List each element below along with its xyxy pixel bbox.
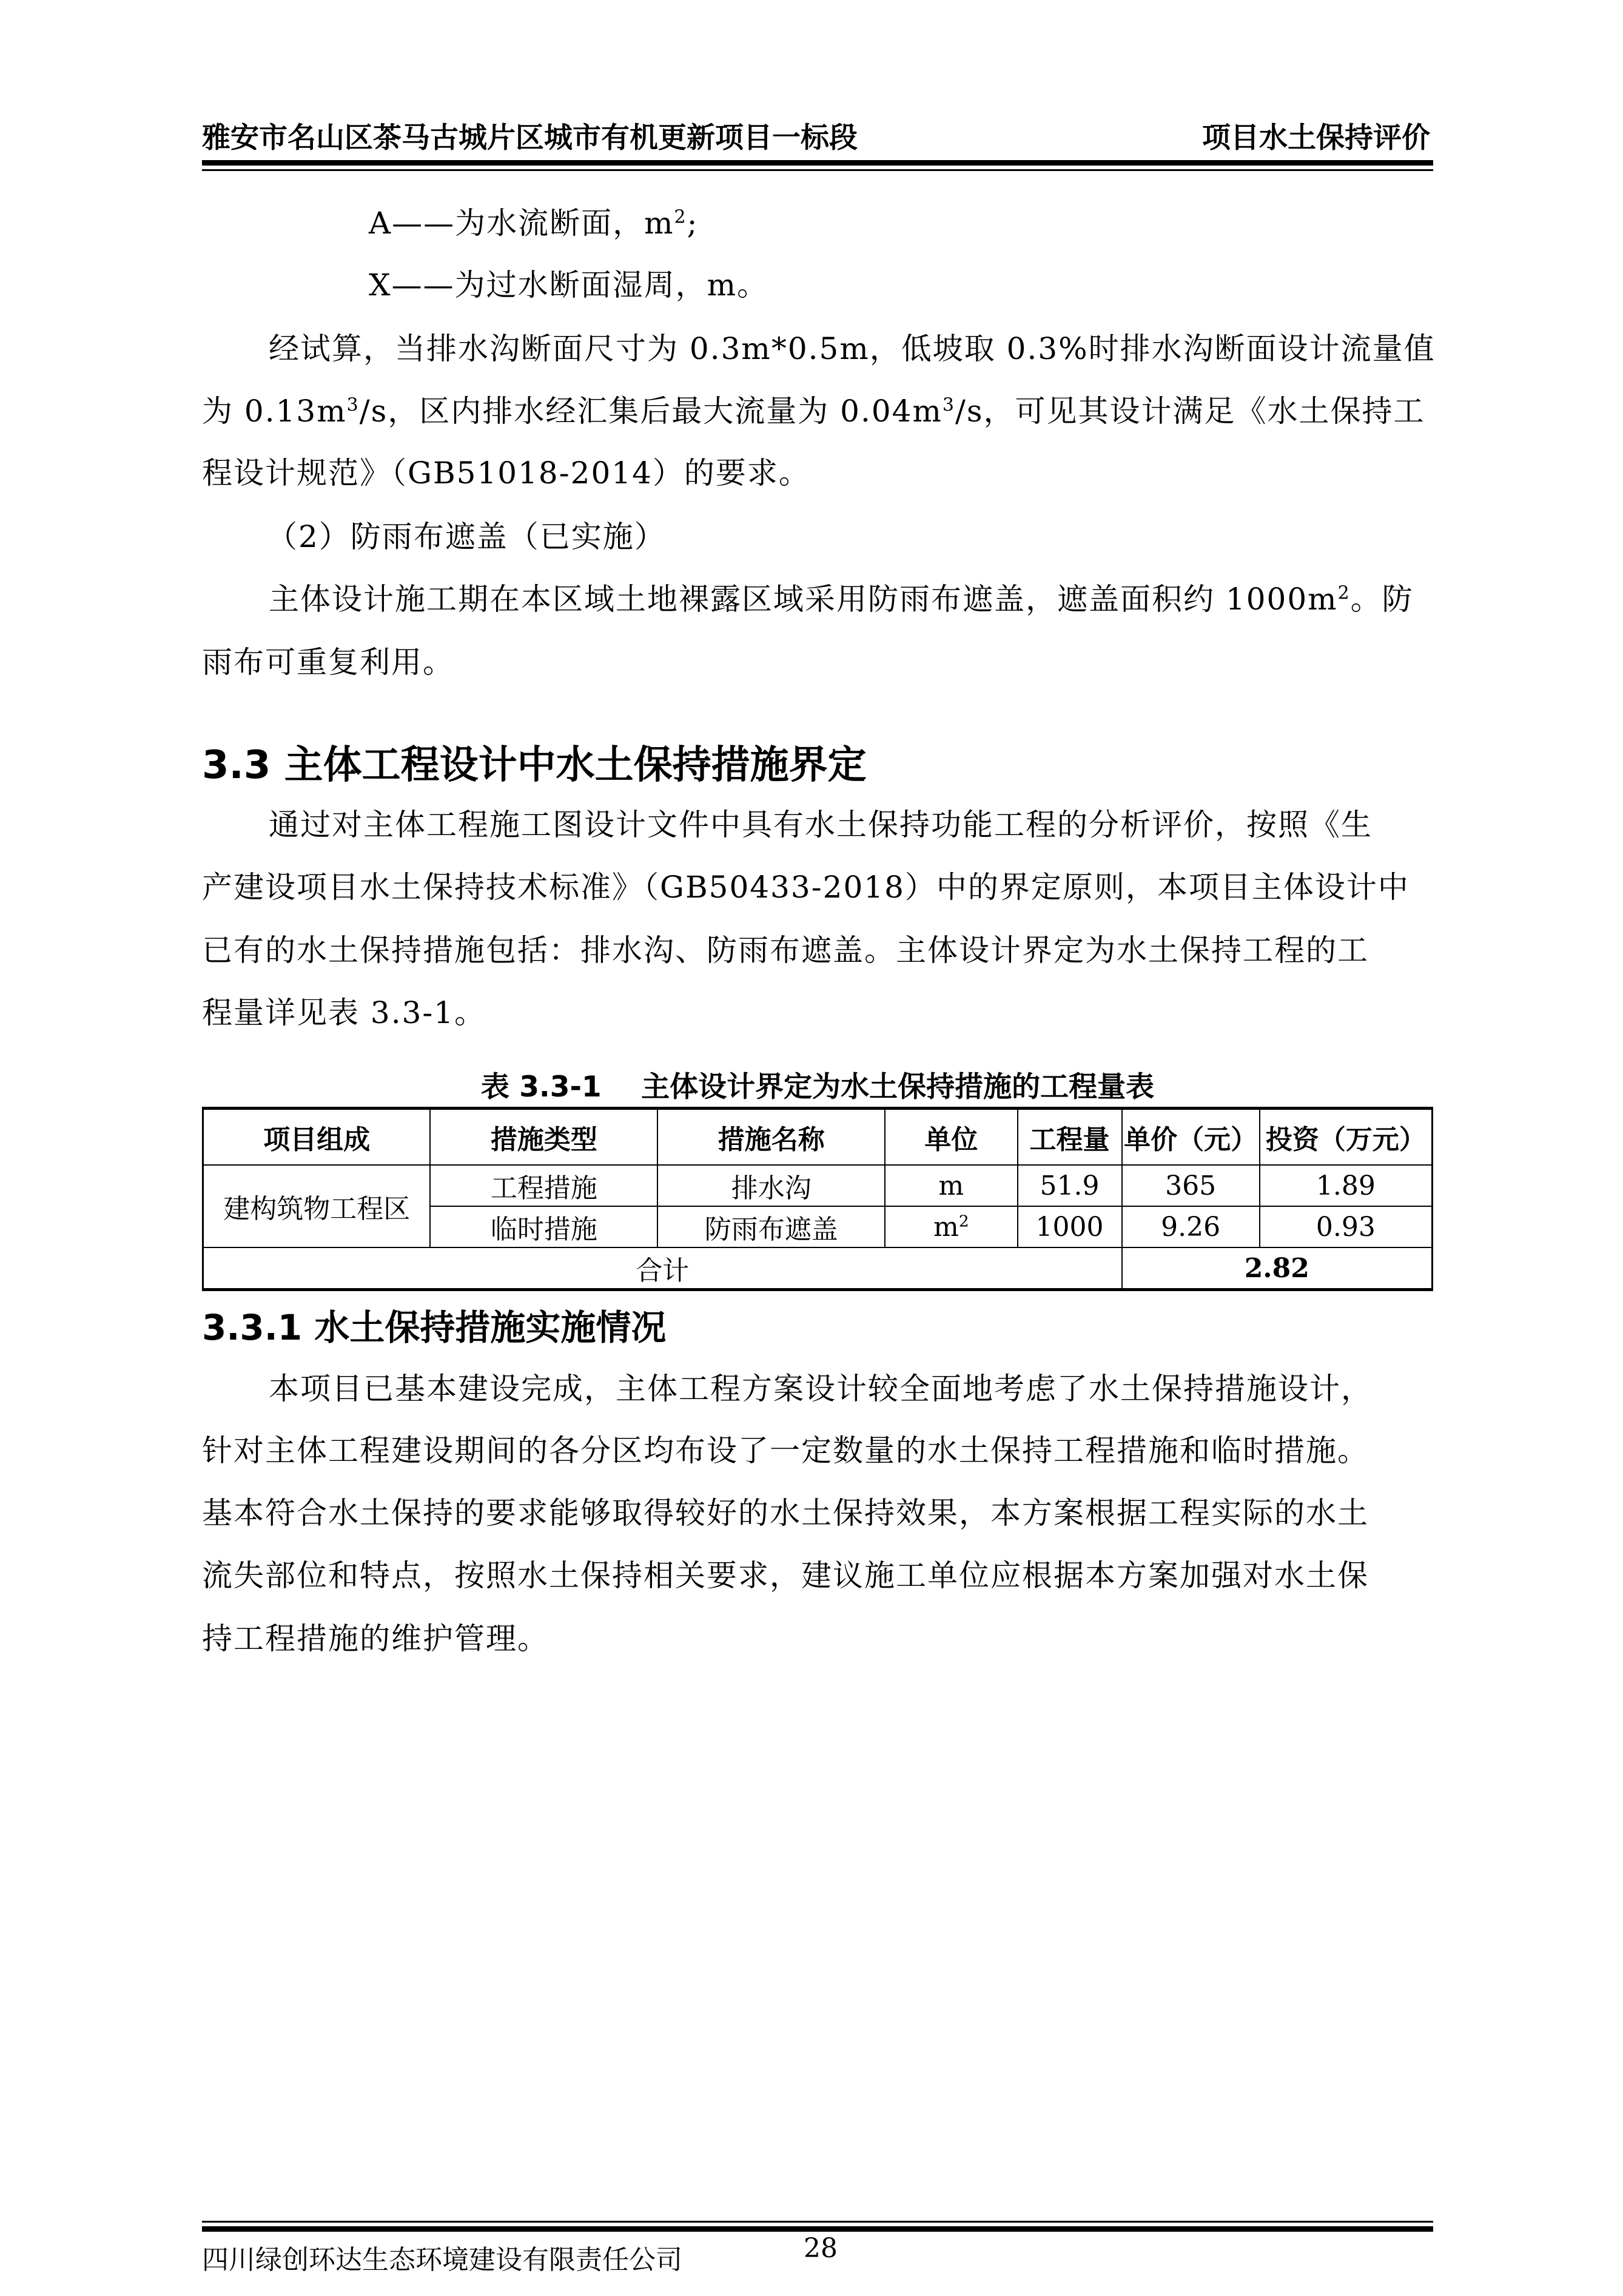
paragraph-line: 经试算，当排水沟断面尺寸为 0.3m*0.5m，低坡取 0.3%时排水沟断面设计流量值: [269, 331, 1436, 366]
paragraph-line: 产建设项目水土保持技术标准》（GB50433-2018）中的界定原则，本项目主体设计中: [202, 870, 1410, 905]
paragraph-line: 程量详见表 3.3-1。: [202, 995, 486, 1030]
paragraph-line: 通过对主体工程施工图设计文件中具有水土保持功能工程的分析评价，按照《生: [269, 807, 1373, 842]
cell: 1.89: [1260, 1165, 1433, 1206]
col-header: 投资（万元）: [1260, 1109, 1433, 1166]
cell: $m^2$: [885, 1206, 1017, 1247]
header-section: 项目水土保持评价: [1202, 121, 1430, 155]
cell: 0.93: [1260, 1206, 1433, 1247]
paragraph-line: 主体设计施工期在本区域土地裸露区域采用防雨布遮盖，遮盖面积约 $1000m^2$。防: [269, 582, 1414, 617]
total-label: 合计: [203, 1247, 1122, 1290]
paragraph-line: 持工程措施的维护管理。: [202, 1621, 549, 1656]
paragraph-line: 程设计规范》（GB51018-2014）的要求。: [202, 455, 810, 491]
paragraph-line: 基本符合水土保持的要求能够取得较好的水土保持效果，本方案根据工程实际的水土: [202, 1495, 1369, 1531]
header-rule-thick: [202, 160, 1433, 166]
cell: m: [885, 1165, 1017, 1206]
cell: 工程措施: [430, 1165, 657, 1206]
section-heading-3-3: 3.3 主体工程设计中水土保持措施界定: [202, 743, 867, 788]
table-total-row: [203, 1247, 1433, 1290]
paragraph-line: 已有的水土保持措施包括：排水沟、防雨布遮盖。主体设计界定为水土保持工程的工: [202, 933, 1369, 968]
col-header: 工程量: [1018, 1109, 1122, 1166]
header-rule-thin: [202, 169, 1433, 171]
group-cell: 建构筑物工程区: [203, 1165, 431, 1247]
paragraph-line: 雨布可重复利用。: [202, 645, 454, 680]
cell: 1000: [1018, 1206, 1122, 1247]
header-title: 雅安市名山区茶马古城片区城市有机更新项目一标段: [202, 121, 858, 155]
paragraph-line: 本项目已基本建设完成，主体工程方案设计较全面地考虑了水土保持措施设计，: [269, 1371, 1373, 1406]
def-x: X——为过水断面湿周，m。: [369, 267, 769, 303]
paragraph-line: 为 $0.13m^3/s$，区内排水经汇集后最大流量为 $0.04m^3/s$，可见其设计满足《水土保持工: [202, 394, 1425, 429]
def-a: A——为水流断面，$m^2$;: [369, 206, 699, 241]
cell: 临时措施: [430, 1206, 657, 1247]
cell: 排水沟: [657, 1165, 885, 1206]
cell: 9.26: [1122, 1206, 1260, 1247]
col-header: 单价（元）: [1122, 1109, 1260, 1166]
cell: 51.9: [1018, 1165, 1122, 1206]
footer-rule-thin: [202, 2221, 1433, 2223]
total-value: 2.82: [1122, 1247, 1433, 1290]
col-header: 措施类型: [430, 1109, 657, 1166]
table-header-row: [203, 1109, 1433, 1166]
paragraph-line: 针对主体工程建设期间的各分区均布设了一定数量的水土保持工程措施和临时措施。: [202, 1433, 1369, 1468]
footer-company: 四川绿创环达生态环境建设有限责任公司: [202, 2244, 682, 2275]
col-header: 项目组成: [203, 1109, 431, 1166]
quantity-table: [202, 1107, 1433, 1291]
list-item-heading: （2）防雨布遮盖（已实施）: [267, 519, 666, 554]
cell: 365: [1122, 1165, 1260, 1206]
paragraph-line: 流失部位和特点，按照水土保持相关要求，建议施工单位应根据本方案加强对水土保: [202, 1558, 1369, 1593]
col-header: 措施名称: [657, 1109, 885, 1166]
table-caption: 表 3.3-1 主体设计界定为水土保持措施的工程量表: [480, 1070, 1155, 1104]
cell: 防雨布遮盖: [657, 1206, 885, 1247]
page-number: 28: [804, 2233, 838, 2264]
table-row: [203, 1165, 1433, 1206]
col-header: 单位: [885, 1109, 1017, 1166]
footer-rule-thick: [202, 2226, 1433, 2232]
section-heading-3-3-1: 3.3.1 水土保持措施实施情况: [202, 1307, 667, 1348]
